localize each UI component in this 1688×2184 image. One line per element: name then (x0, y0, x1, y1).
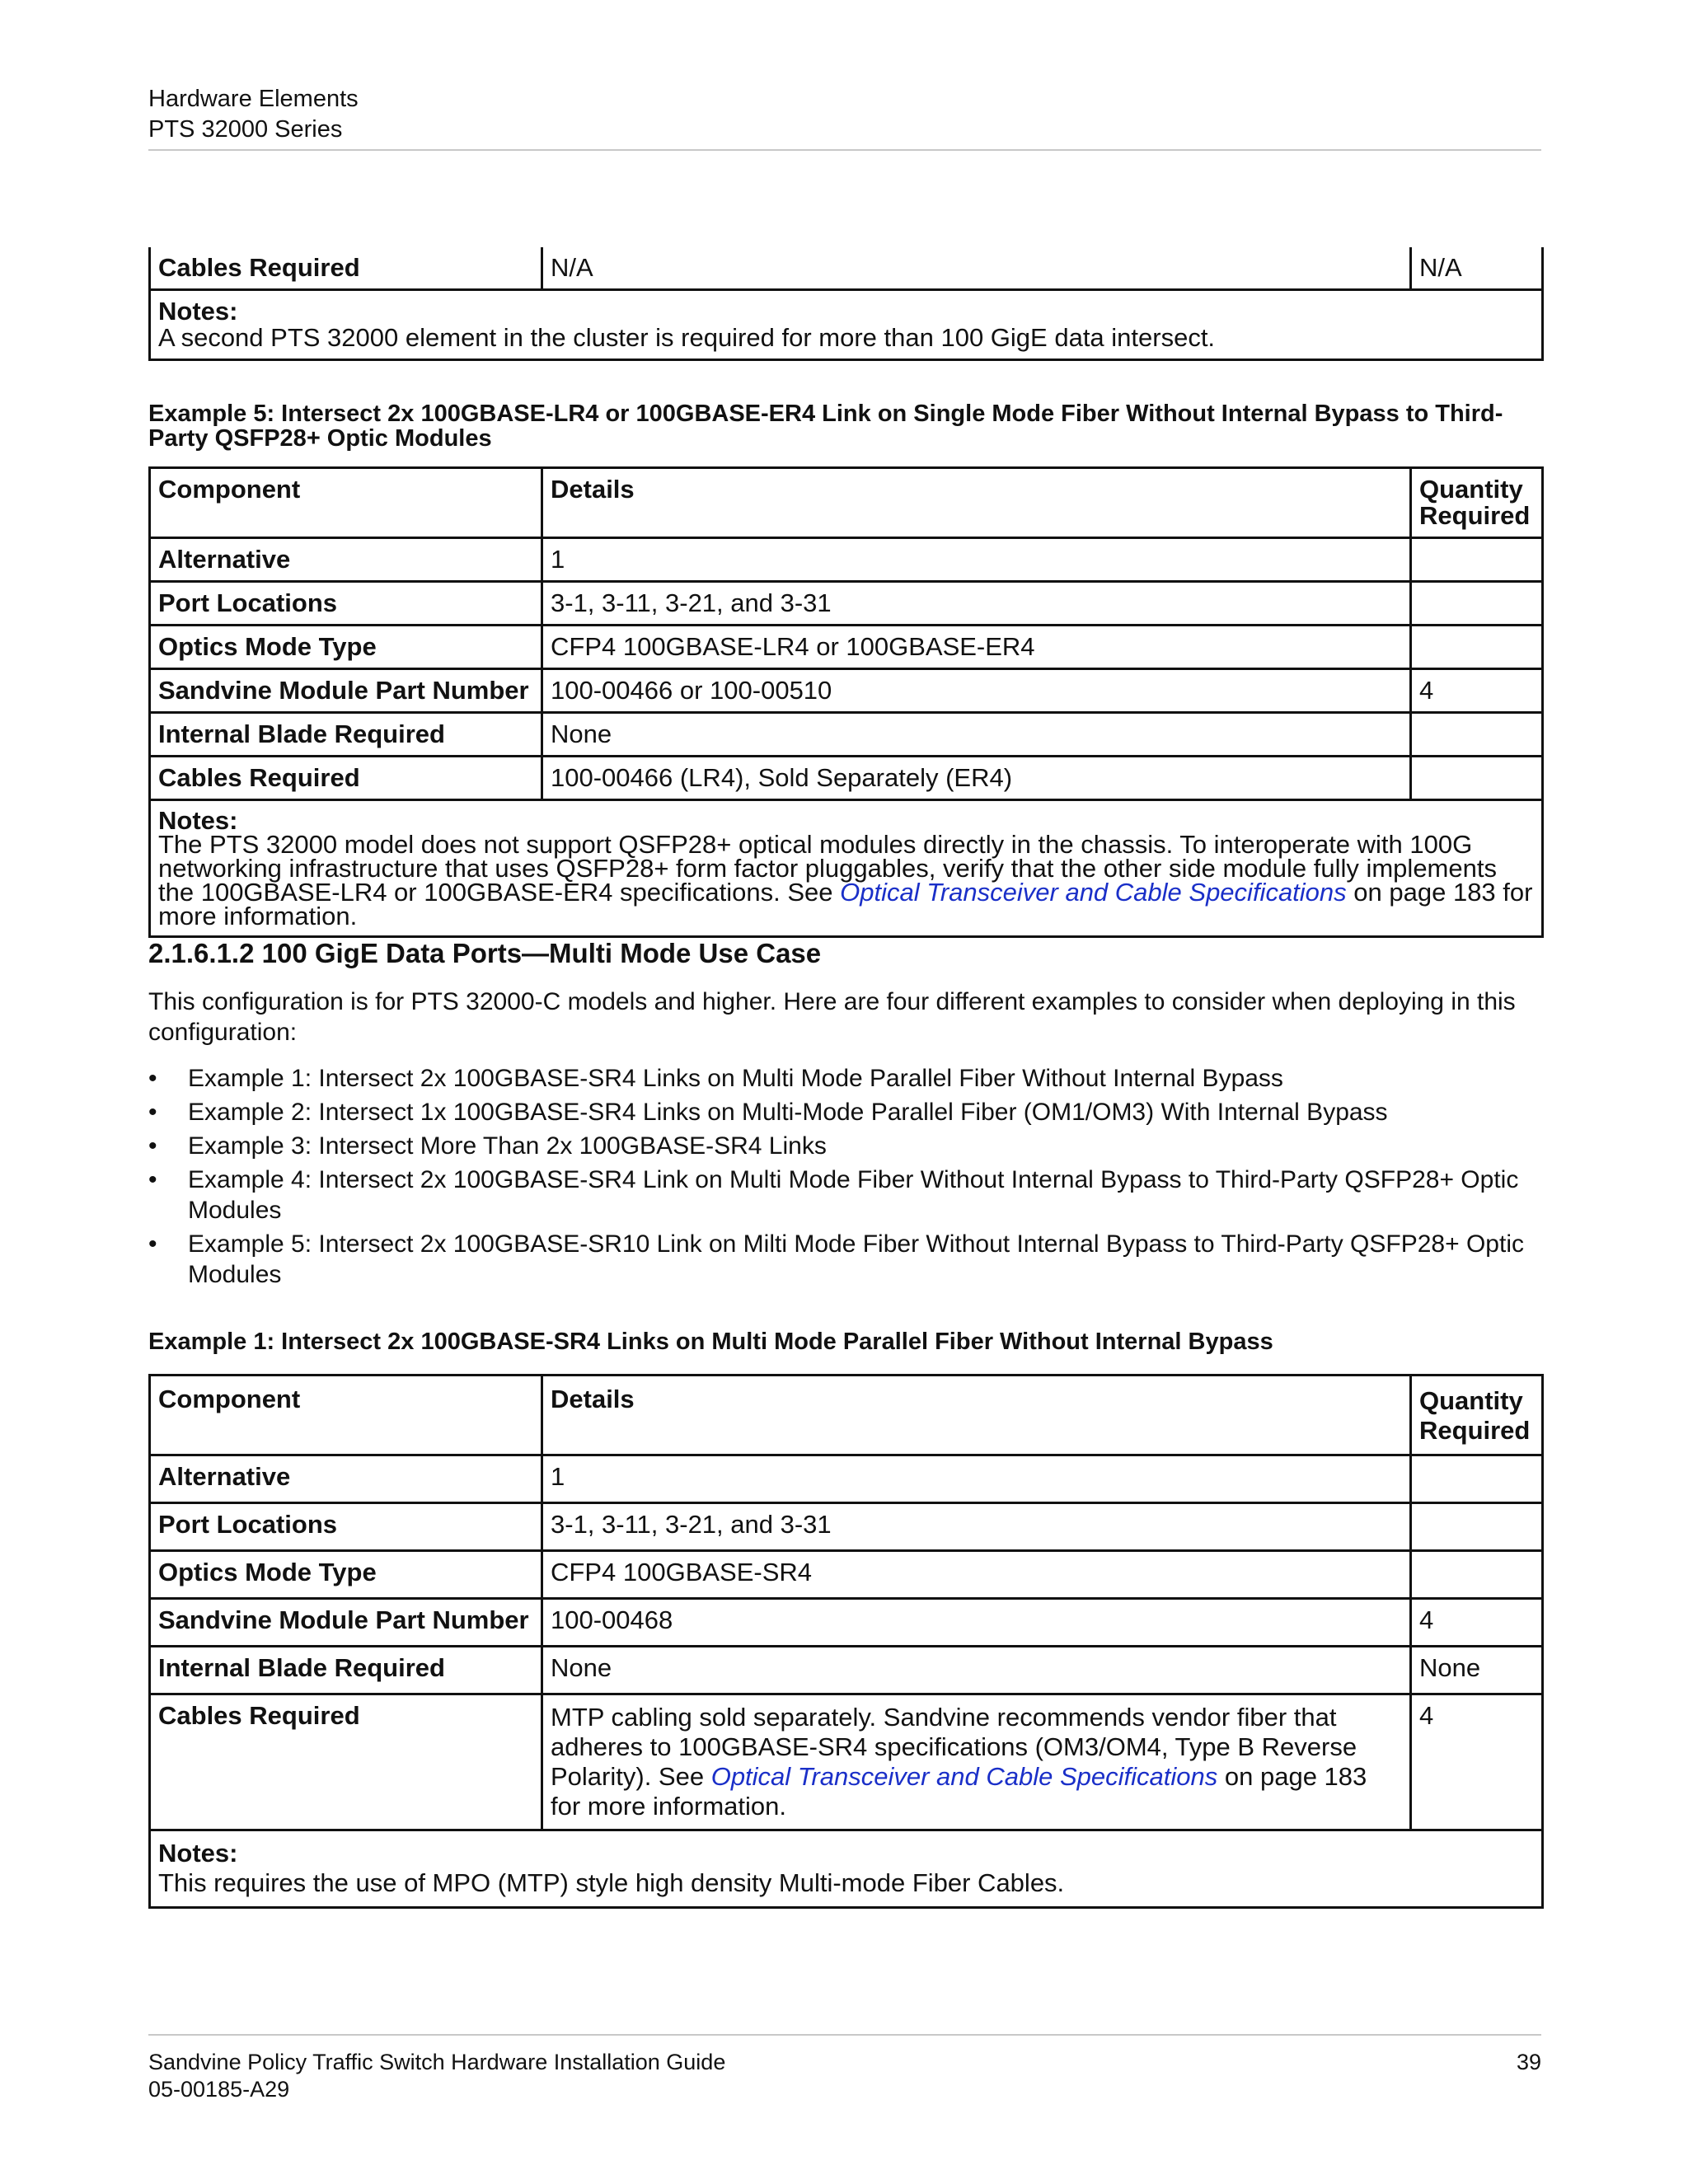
table-row (150, 757, 1543, 800)
page-number: 39 (1516, 2050, 1541, 2074)
list-item-text: Example 3: Intersect More Than 2x 100GBASE-SR4 Links (188, 1132, 827, 1160)
row-label: Port Locations (150, 1503, 542, 1551)
row-label: Optics Mode Type (150, 1551, 542, 1599)
notes-text: This requires the use of MPO (MTP) style high density Multi-mode Fiber Cables. (158, 1868, 1065, 1897)
table-row (150, 713, 1543, 757)
row-details: 1 (542, 1455, 1411, 1503)
table-row (150, 1455, 1543, 1503)
footer-guide-title: Sandvine Policy Traffic Switch Hardware Installation Guide (148, 2050, 726, 2074)
row-label: Alternative (150, 538, 542, 582)
table-row (150, 1599, 1543, 1647)
row-details: 100-00468 (542, 1599, 1411, 1647)
notes-row (150, 290, 1543, 360)
example-list (148, 1063, 1541, 1293)
row-details: 100-00466 or 100-00510 (542, 669, 1411, 713)
list-item-text: Example 5: Intersect 2x 100GBASE-SR10 Link on Milti Mode Fiber Without Internal Bypass to Third-Party QSFP28+ Optic Modules (188, 1230, 1524, 1288)
spec-reference-link[interactable]: Optical Transceiver and Cable Specifications (840, 878, 1347, 907)
row-details: 1 (542, 538, 1411, 582)
row-quantity: 4 (1411, 1694, 1543, 1830)
row-quantity (1411, 1551, 1543, 1599)
list-item (148, 1131, 1541, 1161)
row-quantity: N/A (1411, 247, 1543, 290)
notes-label: Notes: (158, 806, 238, 835)
table-row (150, 1551, 1543, 1599)
row-label: Optics Mode Type (150, 626, 542, 669)
row-quantity (1411, 757, 1543, 800)
row-quantity: 4 (1411, 669, 1543, 713)
row-details: CFP4 100GBASE-SR4 (542, 1551, 1411, 1599)
footer-doc-number: 05-00185-A29 (148, 2077, 290, 2102)
bullet-icon: • (148, 1230, 157, 1258)
page-footer (148, 2049, 1541, 2103)
table-header-row (150, 1376, 1543, 1455)
column-header-quantity: Quantity Required (1411, 1376, 1543, 1455)
table-row (150, 669, 1543, 713)
table-row (150, 1647, 1543, 1694)
row-details: None (542, 1647, 1411, 1694)
page-header (148, 84, 359, 145)
table-row (150, 626, 1543, 669)
row-label: Sandvine Module Part Number (150, 1599, 542, 1647)
row-label: Alternative (150, 1455, 542, 1503)
notes-cell (150, 800, 1543, 937)
row-details: CFP4 100GBASE-LR4 or 100GBASE-ER4 (542, 626, 1411, 669)
row-label: Cables Required (150, 247, 542, 290)
row-quantity (1411, 1455, 1543, 1503)
row-details: 3-1, 3-11, 3-21, and 3-31 (542, 582, 1411, 626)
column-header-component: Component (150, 1376, 542, 1455)
row-quantity: 4 (1411, 1599, 1543, 1647)
row-quantity (1411, 1503, 1543, 1551)
bullet-icon: • (148, 1099, 157, 1126)
row-details: 3-1, 3-11, 3-21, and 3-31 (542, 1503, 1411, 1551)
header-divider (148, 149, 1541, 151)
notes-text-end: on page 183 for more information. (158, 878, 1533, 930)
row-label: Internal Blade Required (150, 713, 542, 757)
row-details: 100-00466 (LR4), Sold Separately (ER4) (542, 757, 1411, 800)
row-details: N/A (542, 247, 1411, 290)
example-5-heading: Example 5: Intersect 2x 100GBASE-LR4 or 100GBASE-ER4 Link on Single Mode Fiber Without Internal Bypass to Third-Party QSFP28+ Optic Modules (148, 401, 1503, 452)
table-row (150, 1503, 1543, 1551)
row-quantity (1411, 582, 1543, 626)
spec-reference-link[interactable]: Optical Transceiver and Cable Specifications (710, 1762, 1218, 1791)
column-header-details: Details (542, 468, 1411, 538)
cables-details-text: MTP cabling sold separately. Sandvine recommends vendor fiber that adheres to 100GBASE-SR4 specifications (OM3/OM4, Type B Reverse Polarity). See (551, 1703, 1357, 1791)
example-1-table (148, 1374, 1544, 1909)
notes-text: The PTS 32000 model does not support QSFP28+ optical modules directly in the chassis. To interoperate with 100G networking infrastructure that uses QSFP28+ form factor pluggables, verify that the other side module fully implements the 100GBASE-LR4 or 100GBASE-ER4 specifications. See (158, 830, 1497, 907)
list-item (148, 1097, 1541, 1127)
notes-text: A second PTS 32000 element in the cluster is required for more than 100 GigE data intersect. (158, 323, 1216, 352)
column-header-component: Component (150, 468, 542, 538)
list-item (148, 1063, 1541, 1094)
notes-row (150, 800, 1543, 937)
row-details (542, 1694, 1411, 1830)
bullet-icon: • (148, 1166, 157, 1193)
row-label: Port Locations (150, 582, 542, 626)
list-item (148, 1165, 1541, 1226)
section-heading: 2.1.6.1.2 100 GigE Data Ports—Multi Mode Use Case (148, 938, 822, 968)
notes-row (150, 1830, 1543, 1908)
table-row (150, 582, 1543, 626)
table-row (150, 1694, 1543, 1830)
header-product-name: PTS 32000 Series (148, 116, 343, 143)
cables-details-text-end: on page 183 for more information. (551, 1762, 1367, 1821)
row-label: Internal Blade Required (150, 1647, 542, 1694)
table-header-row (150, 468, 1543, 538)
example-1-heading: Example 1: Intersect 2x 100GBASE-SR4 Links on Multi Mode Parallel Fiber Without Internal Bypass (148, 1329, 1273, 1355)
list-item (148, 1229, 1541, 1290)
row-label: Sandvine Module Part Number (150, 669, 542, 713)
bullet-icon: • (148, 1132, 157, 1160)
notes-label: Notes: (158, 1839, 238, 1868)
notes-cell (150, 290, 1543, 360)
row-details: None (542, 713, 1411, 757)
row-label: Cables Required (150, 1694, 542, 1830)
column-header-quantity: Quantity Required (1411, 468, 1543, 538)
header-section-title: Hardware Elements (148, 86, 359, 112)
table-row (150, 538, 1543, 582)
continued-spec-table (148, 247, 1544, 361)
bullet-icon: • (148, 1065, 157, 1092)
list-item-text: Example 1: Intersect 2x 100GBASE-SR4 Links on Multi Mode Parallel Fiber Without Internal Bypass (188, 1065, 1283, 1092)
example-5-table (148, 466, 1544, 938)
table-row (150, 247, 1543, 290)
section-intro: This configuration is for PTS 32000-C models and higher. Here are four different examples to consider when deploying in this configuration: (148, 988, 1516, 1046)
column-header-details: Details (542, 1376, 1411, 1455)
notes-cell (150, 1830, 1543, 1908)
list-item-text: Example 4: Intersect 2x 100GBASE-SR4 Link on Multi Mode Fiber Without Internal Bypass to Third-Party QSFP28+ Optic Modules (188, 1166, 1519, 1224)
notes-label: Notes: (158, 297, 238, 326)
row-quantity: None (1411, 1647, 1543, 1694)
row-quantity (1411, 713, 1543, 757)
row-quantity (1411, 538, 1543, 582)
list-item-text: Example 2: Intersect 1x 100GBASE-SR4 Links on Multi-Mode Parallel Fiber (OM1/OM3) With Internal Bypass (188, 1099, 1388, 1126)
row-label: Cables Required (150, 757, 542, 800)
row-quantity (1411, 626, 1543, 669)
footer-divider (148, 2034, 1541, 2036)
